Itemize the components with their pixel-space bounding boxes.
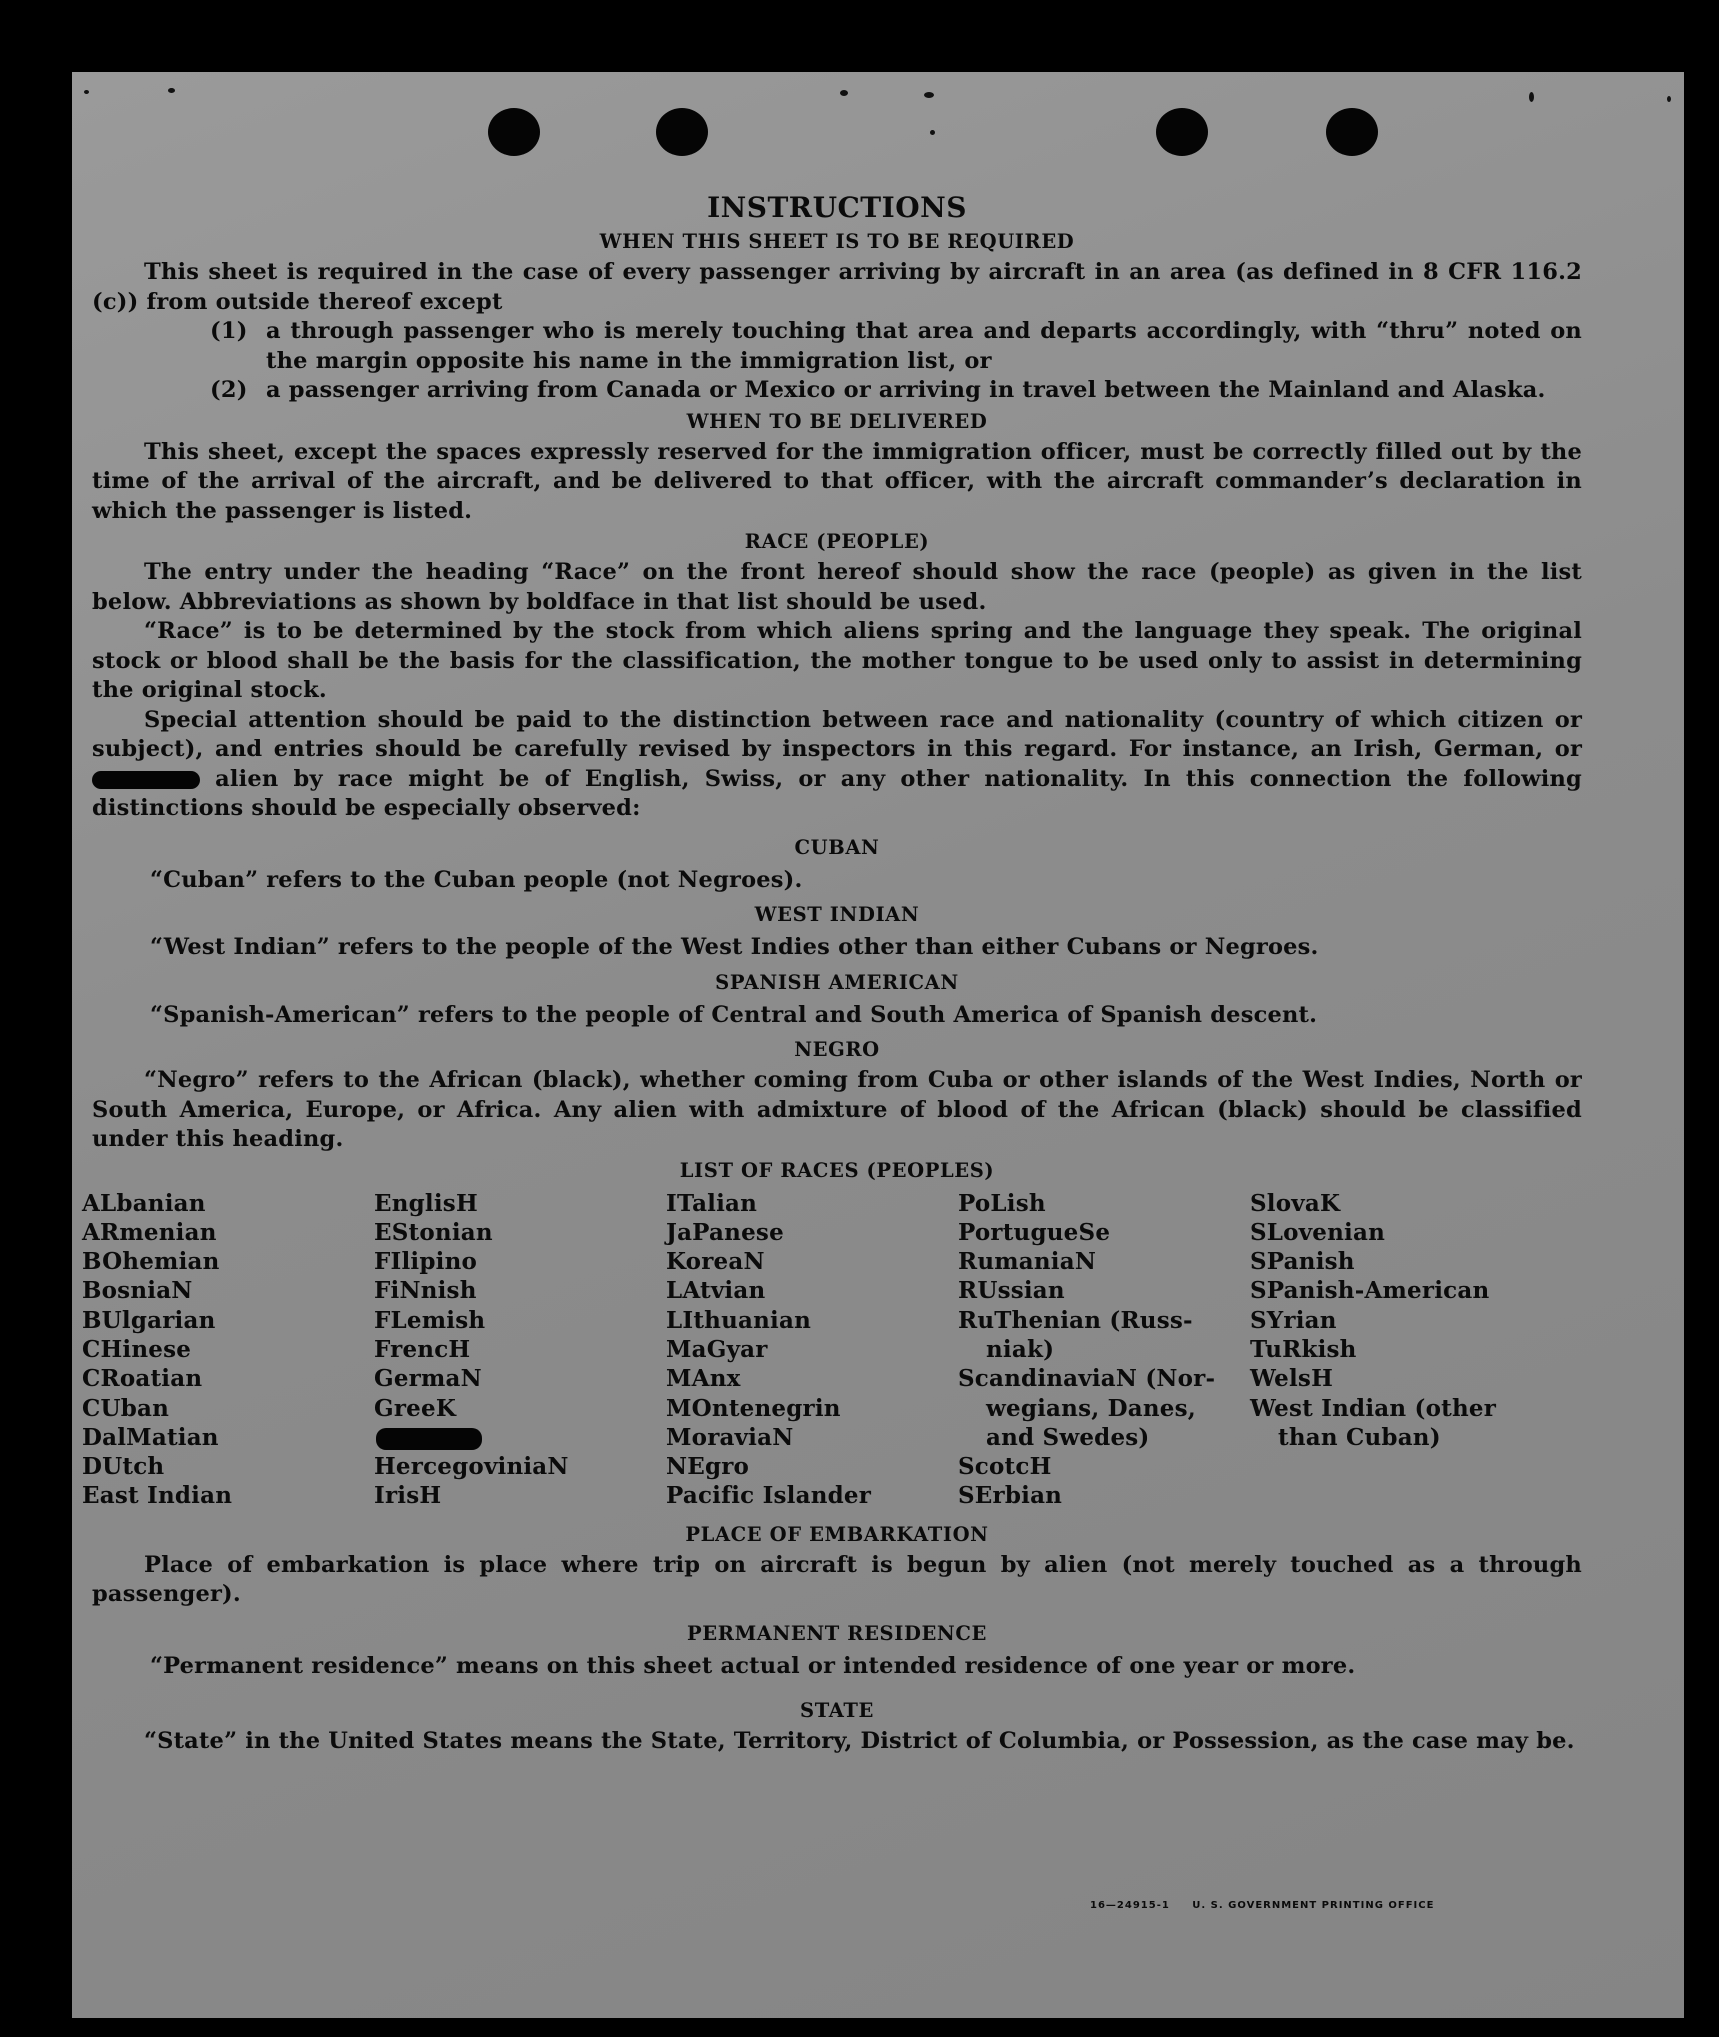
section-heading-embarkation: PLACE OF EMBARKATION <box>685 1522 989 1546</box>
section-heading-required: WHEN THIS SHEET IS TO BE REQUIRED <box>599 230 1075 253</box>
race-item: EStonian <box>374 1218 493 1246</box>
exception-list <box>210 317 1582 406</box>
race-item: SPanish-American <box>1250 1277 1490 1305</box>
race-item: LIthuanian <box>666 1306 811 1334</box>
race-item: RUssian <box>958 1277 1065 1305</box>
document-sheet <box>72 72 1684 2018</box>
race-item: SYrian <box>1250 1306 1337 1334</box>
redaction-mark <box>92 771 200 789</box>
race-paragraph-3 <box>92 706 1582 824</box>
section-heading-list-of-races: LIST OF RACES (PEOPLES) <box>679 1158 995 1182</box>
state-text: “State” in the United States means the State, Territory, District of Columbia, or Possession, as the case may be. <box>144 1728 1575 1755</box>
race-item: MaGyar <box>666 1335 768 1363</box>
race-item: DUtch <box>82 1453 165 1481</box>
race-item: CHinese <box>82 1335 192 1363</box>
section-heading-cuban: CUBAN <box>794 835 880 859</box>
race-item: JaPanese <box>666 1218 784 1246</box>
exception-number: (2) <box>210 377 248 403</box>
race-paragraph-1: The entry under the heading “Race” on the front hereof should show the race (people) as given in the list below. Abbreviations as shown by boldface in that list should be used. <box>92 559 1582 615</box>
race-item: GermaN <box>374 1365 482 1393</box>
section-heading-negro: NEGRO <box>794 1038 880 1061</box>
residence-text: “Permanent residence” means on this sheet actual or intended residence of one year or more. <box>150 1652 1356 1679</box>
races-list <box>82 1189 1582 1511</box>
required-intro: This sheet is required in the case of every passenger arriving by aircraft in an area (as defined in 8 CFR 116.2 (c)) from outside thereof except <box>92 259 1582 315</box>
exception-text: a passenger arriving from Canada or Mexico or arriving in travel between the Mainland and Alaska. <box>266 377 1546 403</box>
section-heading-west-indian: WEST INDIAN <box>754 903 920 926</box>
race-paragraph-3-end: alien by race might be of English, Swiss, or any other nationality. In this connection the following distinctions should be especially observed: <box>92 765 1582 821</box>
speck <box>924 92 934 98</box>
section-heading-residence: PERMANENT RESIDENCE <box>687 1621 987 1645</box>
races-column <box>958 1189 1250 1511</box>
west-indian-text: “West Indian” refers to the people of the West Indies other than either Cubans or Negroes. <box>150 934 1319 960</box>
section-heading-race: RACE (PEOPLE) <box>744 530 930 553</box>
speck <box>930 130 935 135</box>
race-item-line: ScandinaviaN (Nor- <box>958 1365 1216 1393</box>
race-item: East Indian <box>82 1482 233 1510</box>
race-item-line: wegians, Danes, <box>986 1394 1196 1422</box>
race-item: FrencH <box>374 1335 471 1363</box>
race-item-redacted <box>374 1423 666 1452</box>
races-column <box>82 1189 374 1511</box>
form-number: 16—24915-1 <box>1090 1900 1170 1911</box>
embarkation-text: Place of embarkation is place where trip on aircraft is begun by alien (not merely touched as a through passenger). <box>92 1551 1582 1608</box>
race-item: GreeK <box>374 1394 457 1422</box>
race-item: KoreaN <box>666 1248 765 1276</box>
speck <box>168 88 175 93</box>
race-paragraph-3-start: Special attention should be paid to the distinction between race and nationality (country of which citizen or subject), and entries should be carefully revised by inspectors in this regard. For instance, an Irish, German, or <box>92 706 1582 762</box>
race-item: SlovaK <box>1250 1189 1341 1217</box>
race-item: FiNnish <box>374 1277 477 1305</box>
race-item: EnglisH <box>374 1189 478 1217</box>
race-item: BUlgarian <box>82 1306 216 1334</box>
race-item: SPanish <box>1250 1248 1355 1276</box>
race-item: CUban <box>82 1394 170 1422</box>
punch-hole <box>488 108 540 156</box>
race-item: FIlipino <box>374 1248 478 1276</box>
cuban-text: “Cuban” refers to the Cuban people (not Negroes). <box>150 866 803 893</box>
race-item: SErbian <box>958 1482 1063 1510</box>
race-item: SLovenian <box>1250 1218 1386 1246</box>
race-item: IrisH <box>374 1482 442 1510</box>
race-item-line: than Cuban) <box>1278 1423 1441 1451</box>
section-heading-state: STATE <box>800 1699 874 1723</box>
race-item-line: RuThenian (Russ- <box>958 1306 1193 1334</box>
punch-hole <box>656 108 708 156</box>
page-title: INSTRUCTIONS <box>707 191 967 224</box>
exception-number: (1) <box>210 318 248 344</box>
instructions-content <box>82 190 1582 1757</box>
race-item: ARmenian <box>82 1218 217 1246</box>
races-column <box>666 1189 958 1511</box>
exception-text: a through passenger who is merely touching that area and departs accordingly, with “thru” noted on the margin opposite his name in the immigration list, or <box>266 318 1582 374</box>
race-item: DalMatian <box>82 1423 219 1451</box>
race-item: ITalian <box>666 1189 758 1217</box>
race-item: FLemish <box>374 1306 486 1334</box>
race-item: PortugueSe <box>958 1218 1111 1246</box>
speck <box>1529 92 1534 102</box>
race-item: ALbanian <box>82 1189 206 1217</box>
printer-name: U. S. GOVERNMENT PRINTING OFFICE <box>1192 1900 1435 1911</box>
form-code <box>1090 1900 1434 1911</box>
race-item: BOhemian <box>82 1248 220 1276</box>
races-column <box>374 1189 666 1511</box>
race-item <box>1250 1394 1542 1453</box>
delivered-text: This sheet, except the spaces expressly reserved for the immigration officer, must be correctly filled out by the time of the arrival of the aircraft, and be delivered to that officer, with the aircraft commander’s declaration in which the passenger is listed. <box>92 438 1582 524</box>
race-item-line: niak) <box>986 1335 1055 1363</box>
punch-hole <box>1156 108 1208 156</box>
race-item: MoraviaN <box>666 1423 794 1451</box>
race-item: TuRkish <box>1250 1335 1357 1363</box>
negro-text: “Negro” refers to the African (black), whether coming from Cuba or other islands of the West Indies, North or South America, Europe, or Africa. Any alien with admixture of blood of the African (black) should be classified under this heading. <box>92 1067 1582 1152</box>
race-item: PoLish <box>958 1189 1046 1217</box>
race-item <box>958 1306 1250 1365</box>
race-item: HercegoviniaN <box>374 1453 569 1481</box>
race-item-line: and Swedes) <box>986 1423 1150 1451</box>
race-item: BosniaN <box>82 1277 193 1305</box>
race-item: WelsH <box>1250 1365 1334 1393</box>
race-item: LAtvian <box>666 1277 766 1305</box>
speck <box>84 90 89 94</box>
race-item <box>958 1364 1250 1452</box>
race-item: ScotcH <box>958 1453 1052 1481</box>
race-item: NEgro <box>666 1453 750 1481</box>
redaction-mark <box>376 1428 482 1450</box>
speck <box>1667 96 1671 102</box>
punch-hole <box>1326 108 1378 156</box>
exception-item <box>210 317 1582 376</box>
speck <box>840 90 848 96</box>
race-item: MOntenegrin <box>666 1394 841 1422</box>
race-paragraph-2: “Race” is to be determined by the stock from which aliens spring and the language they speak. The original stock or blood shall be the basis for the classification, the mother tongue to be used only to assist in determining the original stock. <box>92 618 1582 703</box>
races-column <box>1250 1189 1542 1511</box>
race-item: CRoatian <box>82 1365 203 1393</box>
race-item: RumaniaN <box>958 1248 1097 1276</box>
section-heading-spanish-american: SPANISH AMERICAN <box>715 970 959 994</box>
section-heading-delivered: WHEN TO BE DELIVERED <box>686 409 988 433</box>
exception-item <box>210 376 1582 406</box>
race-item-line: West Indian (other <box>1250 1394 1497 1422</box>
spanish-american-text: “Spanish-American” refers to the people of Central and South America of Spanish descent. <box>150 1001 1318 1028</box>
race-item: Pacific Islander <box>666 1482 872 1510</box>
race-item: MAnx <box>666 1365 741 1393</box>
